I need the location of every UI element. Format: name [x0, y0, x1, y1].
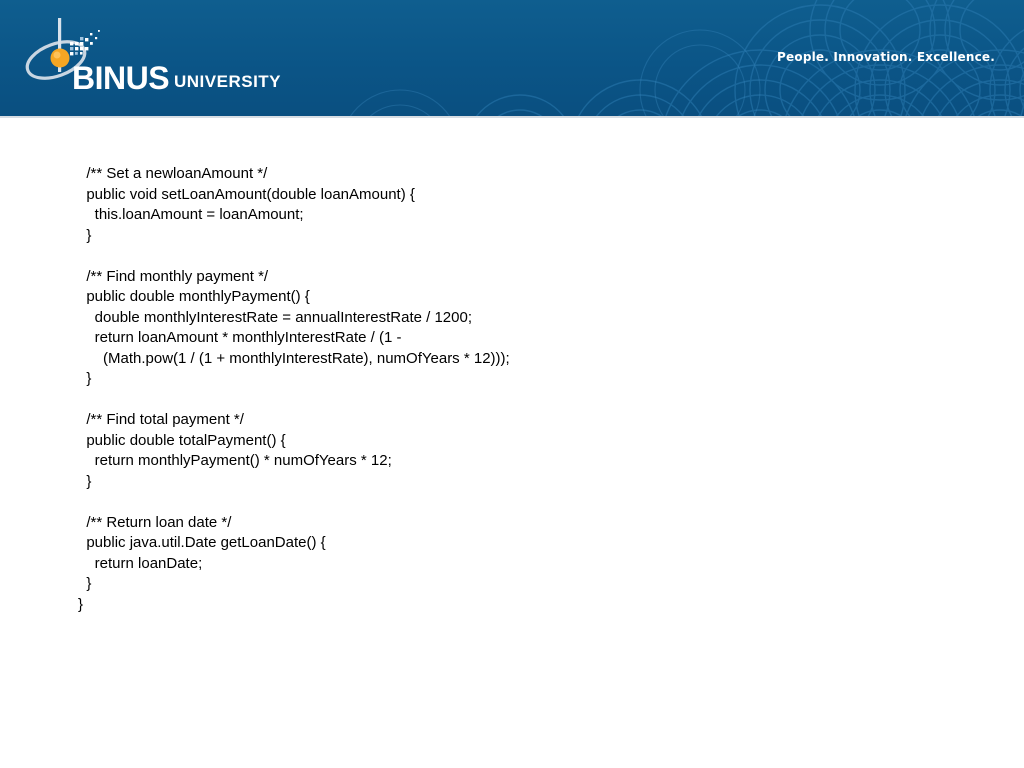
code-line: } — [78, 226, 92, 244]
code-line: } — [78, 595, 84, 613]
code-line: } — [78, 472, 92, 490]
code-line: public double monthlyPayment() { — [78, 288, 310, 305]
logo-wordmark: BINUS — [72, 60, 170, 96]
code-line: (Math.pow(1 / (1 + monthlyInterestRate), numOfYears * 12))); — [78, 349, 510, 367]
code-line: this.loanAmount = loanAmount; — [78, 206, 304, 223]
code-line: public void setLoanAmount(double loanAmount) { — [78, 185, 415, 203]
logo-subtext: UNIVERSITY — [174, 72, 282, 91]
code-line: return loanDate; — [78, 554, 203, 572]
code-block — [78, 164, 958, 615]
code-line: /** Return loan date */ — [78, 513, 232, 531]
header-banner — [0, 0, 1024, 116]
code-line: /** Find monthly payment */ — [78, 267, 269, 285]
code-line: return loanAmount * monthlyInterestRate / (1 - — [78, 329, 402, 346]
code-line: public java.util.Date getLoanDate() { — [78, 534, 326, 551]
code-line: public double totalPayment() { — [78, 431, 286, 449]
header-divider — [0, 116, 1024, 118]
code-line — [78, 492, 958, 513]
tagline: People. Innovation. Excellence. — [777, 50, 995, 64]
code-line: /** Set a newloanAmount */ — [78, 165, 268, 182]
code-line — [78, 390, 958, 411]
code-line — [78, 246, 958, 267]
code-line: return monthlyPayment() * numOfYears * 12; — [78, 452, 392, 469]
code-line: double monthlyInterestRate = annualInterestRate / 1200; — [78, 308, 472, 326]
code-line: } — [78, 370, 92, 387]
code-line: /** Find total payment */ — [78, 411, 244, 428]
code-line: } — [78, 575, 92, 592]
